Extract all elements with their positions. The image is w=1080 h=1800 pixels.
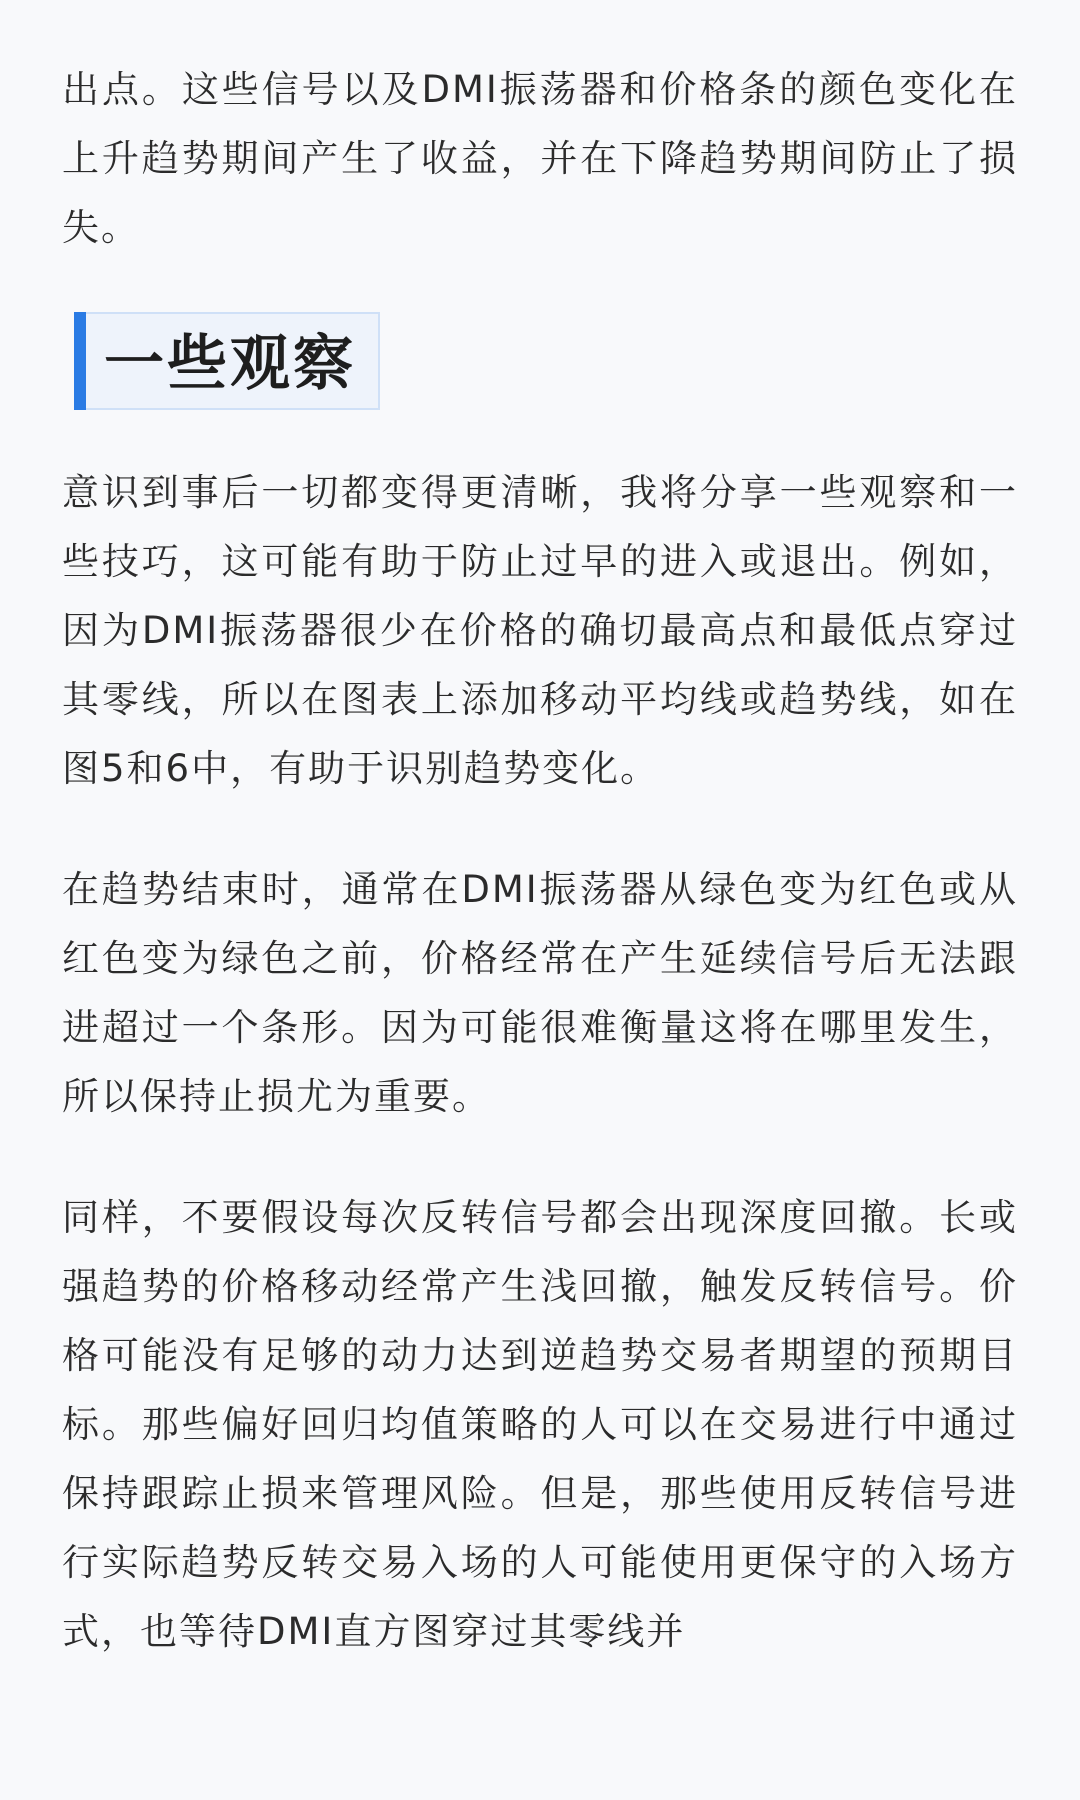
intro-paragraph: 出点。这些信号以及DMI振荡器和价格条的颜色变化在上升趋势期间产生了收益，并在下降趋势期间防止了损失。 xyxy=(62,68,1018,249)
paragraph-spacer xyxy=(62,803,1018,855)
paragraph-observations: 意识到事后一切都变得更清晰，我将分享一些观察和一些技巧，这可能有助于防止过早的进入或退出。例如，因为DMI振荡器很少在价格的确切最高点和最低点穿过其零线，所以在图表上添加移动平均线或趋势线，如在图5和6中，有助于识别趋势变化。 xyxy=(62,471,1018,790)
paragraph-reversal: 同样，不要假设每次反转信号都会出现深度回撤。长或强趋势的价格移动经常产生浅回撤，触发反转信号。价格可能没有足够的动力达到逆趋势交易者期望的预期目标。那些偏好回归均值策略的人可以在交易进行中通过保持跟踪止损来管理风险。但是，那些使用反转信号进行实际趋势反转交易入场的人可能使用更保守的入场方式，也等待DMI直方图穿过其零线并 xyxy=(62,1196,1018,1653)
paragraph-trend-end: 在趋势结束时，通常在DMI振荡器从绿色变为红色或从红色变为绿色之前，价格经常在产生延续信号后无法跟进超过一个条形。因为可能很难衡量这将在哪里发生，所以保持止损尤为重要。 xyxy=(62,868,1018,1118)
section-heading-text: 一些观察 xyxy=(104,329,356,399)
paragraph-spacer xyxy=(62,1131,1018,1183)
heading-accent-bar xyxy=(74,312,86,410)
section-heading xyxy=(74,312,380,410)
